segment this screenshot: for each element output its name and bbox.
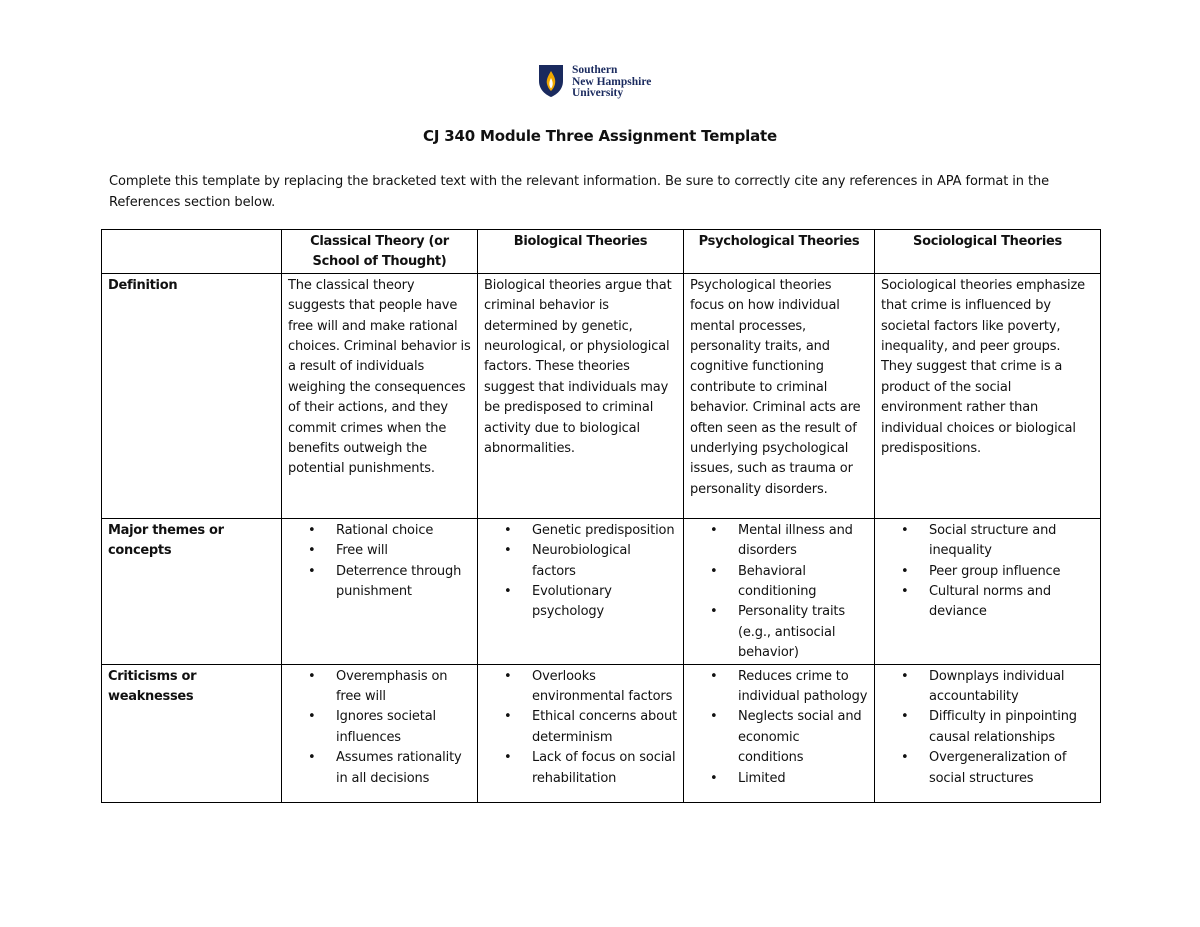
logo-line-2: New Hampshire xyxy=(572,75,652,88)
header-cell-empty xyxy=(102,230,282,274)
list-item: • Ignores societal influences xyxy=(288,707,471,748)
list-item: • Neglects social and economic conditions xyxy=(690,707,868,768)
list-item: • Cultural norms and deviance xyxy=(881,582,1094,623)
list-item: • Overlooks environmental factors xyxy=(484,667,677,708)
themes-sociological xyxy=(875,518,1101,664)
list-item: • Difficulty in pinpointing causal relationships xyxy=(881,707,1094,748)
themes-psychological xyxy=(684,518,875,664)
list-item: • Lack of focus on social rehabilitation xyxy=(484,748,677,789)
logo-wordmark xyxy=(572,65,651,100)
list-item: • Downplays individual accountability xyxy=(881,667,1094,708)
list-item: • Neurobiological factors xyxy=(484,541,677,582)
criticisms-psychological xyxy=(684,664,875,802)
list-item: • Ethical concerns about determinism xyxy=(484,707,677,748)
definition-sociological: Sociological theories emphasize that crime is influenced by societal factors like poverty, inequality, and peer groups. They suggest that crime is a product of the social environment rather than individual choices or biological predispositions. xyxy=(875,273,1101,518)
list-item: • Behavioral conditioning xyxy=(690,562,868,603)
themes-classical xyxy=(282,518,478,664)
criticisms-classical xyxy=(282,664,478,802)
definition-classical: The classical theory suggests that people have free will and make rational choices. Criminal behavior is a result of individuals weighing the consequences of their actions, and they commit crimes when the benefits outweigh the potential punishments. xyxy=(282,273,478,518)
table-row-definition xyxy=(102,273,1101,518)
list-item: • Reduces crime to individual pathology xyxy=(690,667,868,708)
list-item: • Rational choice xyxy=(288,521,471,541)
list-item: • Overemphasis on free will xyxy=(288,667,471,708)
logo-line-1: Southern xyxy=(572,64,618,76)
list-item: • Genetic predisposition xyxy=(484,521,677,541)
row-label-criticisms: Criticisms or weaknesses xyxy=(102,664,282,802)
list-item: • Free will xyxy=(288,541,471,561)
header-psychological: Psychological Theories xyxy=(684,230,875,274)
criticisms-sociological xyxy=(875,664,1101,802)
table-row-themes xyxy=(102,518,1101,664)
list-item: • Overgeneralization of social structures xyxy=(881,748,1094,789)
list-item: • Social structure and inequality xyxy=(881,521,1094,562)
table-header-row xyxy=(102,230,1101,274)
header-biological: Biological Theories xyxy=(478,230,684,274)
header-sociological: Sociological Theories xyxy=(875,230,1101,274)
table-row-criticisms xyxy=(102,664,1101,802)
criticisms-biological xyxy=(478,664,684,802)
themes-biological xyxy=(478,518,684,664)
list-item: • Evolutionary psychology xyxy=(484,582,677,623)
document-title: CJ 340 Module Three Assignment Template xyxy=(423,127,777,145)
logo-line-3: University xyxy=(572,87,624,99)
list-item: • Mental illness and disorders xyxy=(690,521,868,562)
shield-flame-icon xyxy=(538,64,564,98)
row-label-themes: Major themes or concepts xyxy=(102,518,282,664)
theories-table xyxy=(101,229,1101,803)
row-label-definition: Definition xyxy=(102,273,282,518)
list-item: • Personality traits (e.g., antisocial behavior) xyxy=(690,602,868,663)
list-item: • Peer group influence xyxy=(881,562,1094,582)
list-item: • Assumes rationality in all decisions xyxy=(288,748,471,789)
instructions-paragraph: Complete this template by replacing the bracketed text with the relevant information. Be sure to correctly cite any references in APA format in the References section below. xyxy=(109,174,1050,210)
list-item: • Limited xyxy=(690,769,868,789)
university-logo xyxy=(538,64,651,100)
definition-biological: Biological theories argue that criminal behavior is determined by genetic, neurological, or physiological factors. These theories suggest that individuals may be predisposed to criminal activity due to biological abnormalities. xyxy=(478,273,684,518)
header-classical: Classical Theory (or School of Thought) xyxy=(282,230,478,274)
definition-psychological: Psychological theories focus on how individual mental processes, personality traits, and cognitive functioning contribute to criminal behavior. Criminal acts are often seen as the result of underlying psychological issues, such as trauma or personality disorders. xyxy=(684,273,875,518)
list-item: • Deterrence through punishment xyxy=(288,562,471,603)
